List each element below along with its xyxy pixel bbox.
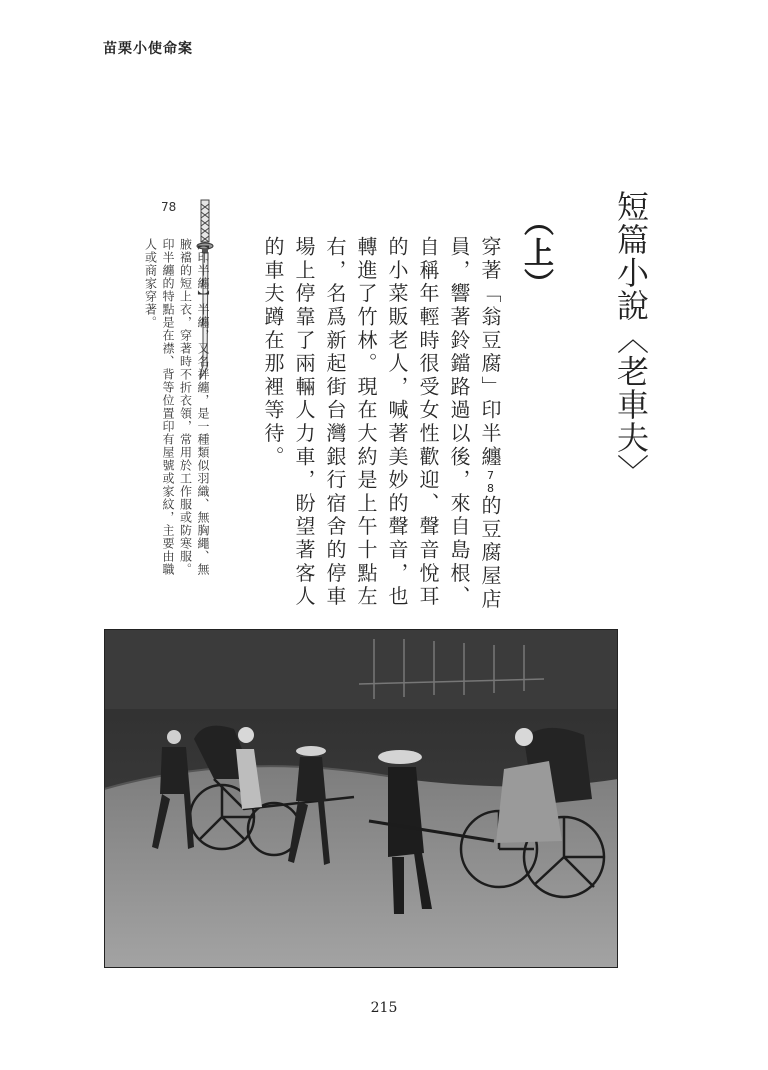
body-text-part1: 穿著「翁豆腐」印半纏 bbox=[478, 236, 502, 469]
footnote-number: 78 bbox=[161, 200, 177, 214]
rickshaw-photo bbox=[104, 629, 618, 968]
chapter-heading: （上） bbox=[518, 206, 553, 299]
body-text bbox=[236, 236, 506, 616]
footnote-text: 【印半纏】半纏，又名袢纏，是一種類似羽織、無胸繩、無腋襠的短上衣，穿著時不折衣領，常用於工作服或防寒服。印半纏的特點是在襟、背等位置印有屋號或家紋，主要由職人或商家穿著。 bbox=[143, 238, 210, 576]
running-header: 苗栗小使命案 bbox=[103, 41, 193, 57]
body-text-part2: 的豆腐屋店員，響著鈴鐺路過以後，來自島根、自稱年輕時很受女性歡迎、聲音悅耳的小菜販老人，喊著美妙的聲音，也轉進了竹林。現在大約是上午十點左右，名爲新起街台灣銀行宿舍的停車場上停靠了兩輛人力車，盼望著客人的車夫蹲在那裡等待。 bbox=[261, 236, 502, 612]
page-number: 215 bbox=[370, 1000, 398, 1016]
footnote-reference: 78 bbox=[484, 469, 497, 495]
story-title: 短篇小說〈老車夫〉 bbox=[612, 190, 650, 487]
